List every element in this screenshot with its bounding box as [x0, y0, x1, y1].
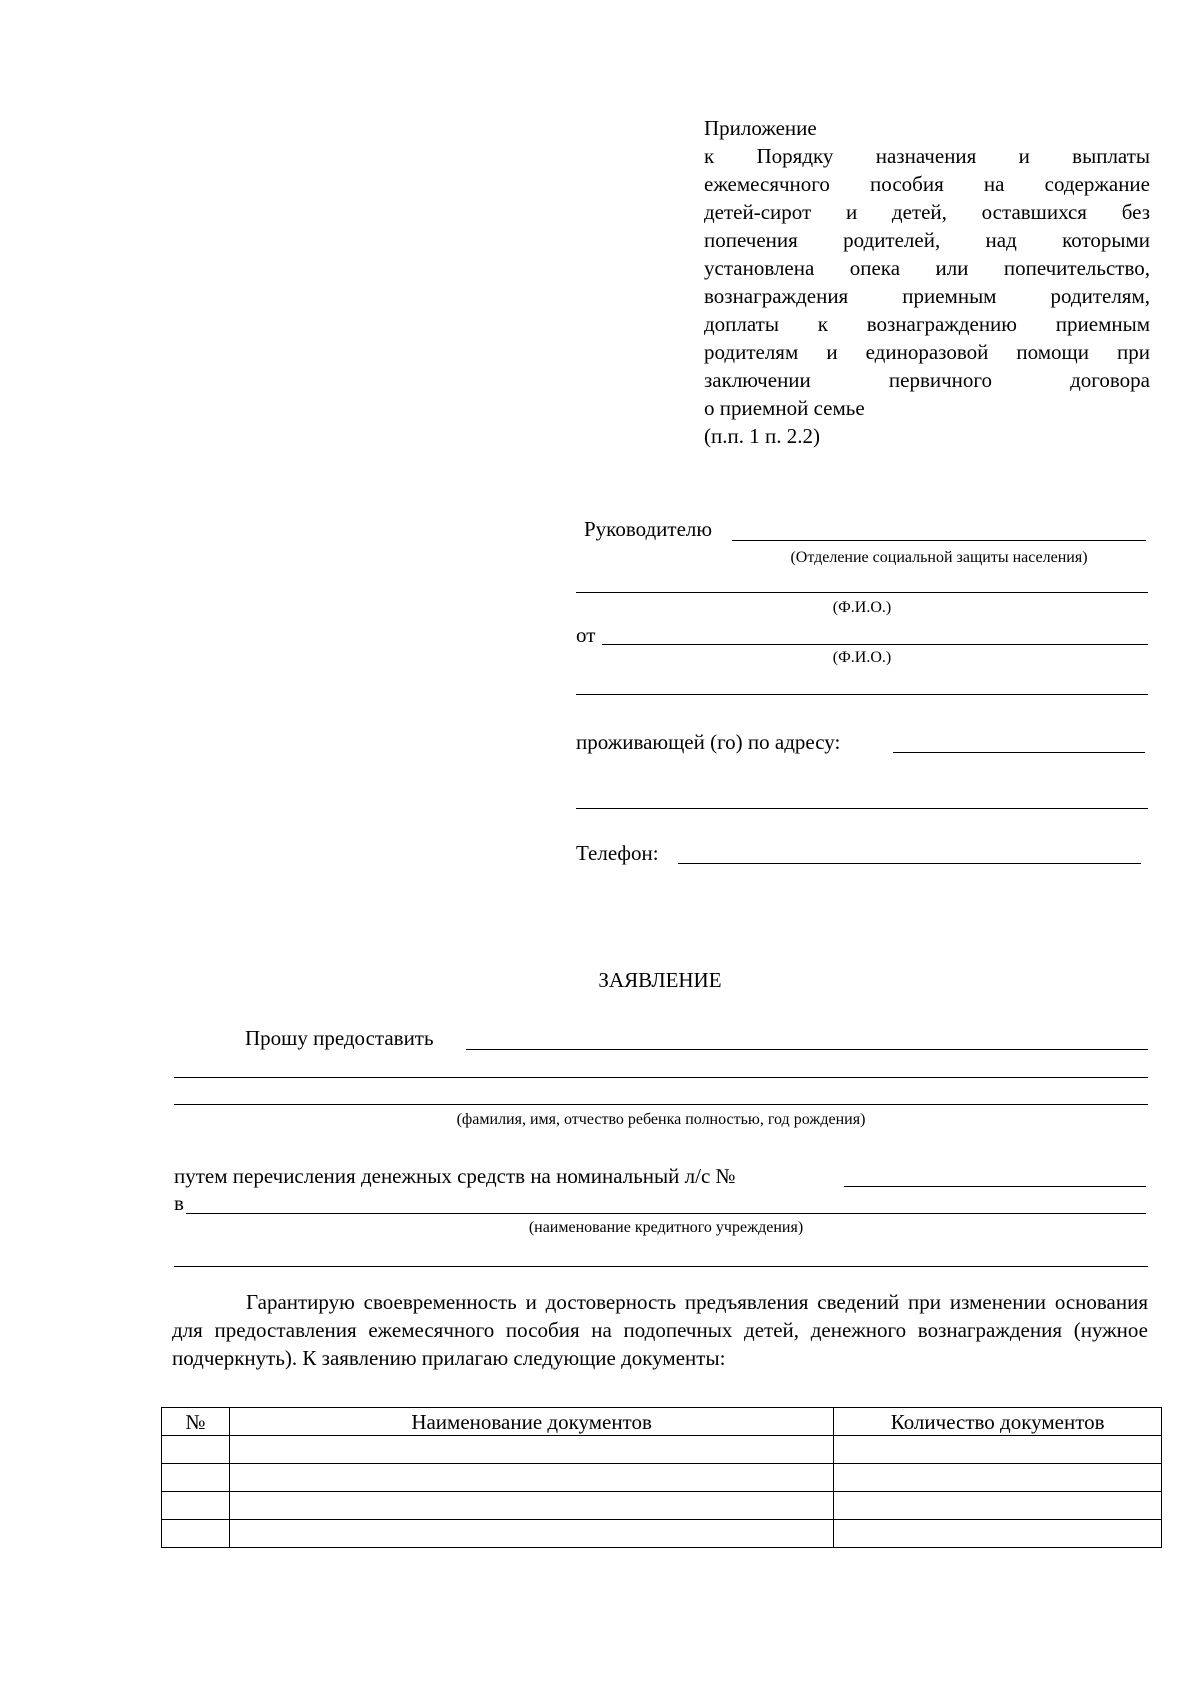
table-cell-name[interactable] [229, 1492, 833, 1520]
appendix-block [704, 114, 1150, 450]
department-field[interactable] [732, 540, 1146, 541]
bank-caption: (наименование кредитного учреждения) [528, 1219, 804, 1236]
applicant-name-field[interactable] [602, 644, 1148, 645]
column-count-header: Количество документов [834, 1408, 1162, 1436]
table-cell-name[interactable] [229, 1436, 833, 1464]
bank-label: в [174, 1191, 184, 1215]
appendix-line: вознаграждения приемным родителям, [704, 284, 1150, 308]
table-cell-count[interactable] [834, 1436, 1162, 1464]
to-head-label: Руководителю [584, 517, 713, 541]
address-label: проживающей (го) по адресу: [576, 730, 841, 754]
column-name-header: Наименование документов [229, 1408, 833, 1436]
appendix-title: Приложение [704, 116, 817, 140]
head-name-field[interactable] [576, 592, 1148, 593]
child-field[interactable] [466, 1049, 1148, 1050]
applicant-name-field-line2[interactable] [576, 694, 1148, 695]
appendix-line: детей-сирот и детей, оставшихся без [704, 200, 1150, 224]
table-cell-count[interactable] [834, 1492, 1162, 1520]
department-caption: (Отделение социальной защиты населения) [790, 549, 1088, 566]
bank-field-line2[interactable] [174, 1266, 1148, 1267]
account-number-field[interactable] [844, 1186, 1146, 1187]
table-cell-number[interactable] [162, 1464, 230, 1492]
table-cell-number[interactable] [162, 1492, 230, 1520]
appendix-line: установлена опека или попечительство, [704, 256, 1150, 280]
request-label: Прошу предоставить [245, 1026, 434, 1050]
table-row [162, 1520, 1162, 1548]
appendix-line: попечения родителей, над которыми [704, 228, 1150, 252]
table-cell-count[interactable] [834, 1520, 1162, 1548]
appendix-line: о приемной семье [704, 396, 865, 420]
appendix-line: (п.п. 1 п. 2.2) [704, 424, 820, 448]
table-cell-name[interactable] [229, 1520, 833, 1548]
appendix-line: к Порядку назначения и выплаты [704, 144, 1150, 168]
documents-table [161, 1407, 1162, 1548]
transfer-label: путем перечисления денежных средств на номинальный л/с № [174, 1164, 736, 1188]
statement-title: ЗАЯВЛЕНИЕ [598, 968, 722, 992]
child-field-line2[interactable] [174, 1077, 1148, 1078]
applicant-name-caption: (Ф.И.О.) [832, 649, 892, 666]
table-row [162, 1464, 1162, 1492]
child-caption: (фамилия, имя, отчество ребенка полностью, год рождения) [456, 1111, 866, 1128]
phone-label: Телефон: [576, 841, 659, 865]
table-row [162, 1492, 1162, 1520]
address-field-line2[interactable] [576, 808, 1148, 809]
from-label: от [576, 623, 596, 647]
column-number-header: № [162, 1408, 230, 1436]
guarantee-paragraph: Гарантирую своевременность и достоверность предъявления сведений при изменении основания для предоставления ежемесячного пособия на подопечных детей, денежного вознаграждения (нужное подчеркнуть). К заявлению прилагаю следующие документы: [172, 1290, 1148, 1370]
phone-field[interactable] [678, 863, 1141, 864]
table-cell-name[interactable] [229, 1464, 833, 1492]
appendix-line: родителям и единоразовой помощи при [704, 340, 1150, 364]
appendix-line: доплаты к вознаграждению приемным [704, 312, 1150, 336]
child-field-line3[interactable] [174, 1104, 1148, 1105]
appendix-line: заключении первичного договора [704, 368, 1150, 392]
bank-field[interactable] [186, 1213, 1146, 1214]
table-cell-count[interactable] [834, 1464, 1162, 1492]
address-field[interactable] [893, 752, 1145, 753]
table-cell-number[interactable] [162, 1520, 230, 1548]
table-row [162, 1436, 1162, 1464]
head-name-caption: (Ф.И.О.) [832, 599, 892, 616]
table-header-row [162, 1408, 1162, 1436]
table-cell-number[interactable] [162, 1436, 230, 1464]
appendix-line: ежемесячного пособия на содержание [704, 172, 1150, 196]
